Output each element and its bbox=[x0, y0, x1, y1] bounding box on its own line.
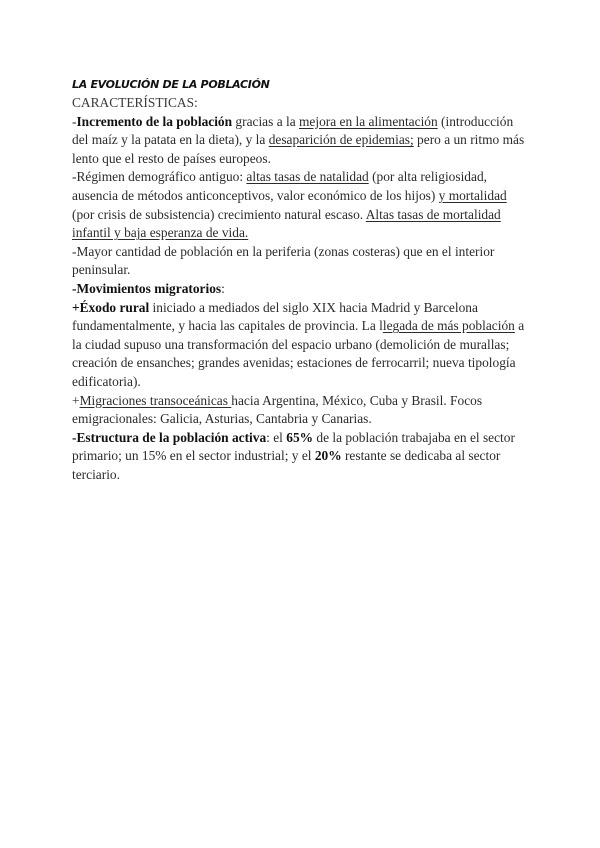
text: + bbox=[72, 392, 80, 408]
paragraph-estructura bbox=[72, 429, 532, 485]
underlined-term: Altas tasas de mortalidad infantil y baja esperanza de vida. bbox=[72, 206, 501, 241]
paragraph-periferia bbox=[72, 243, 532, 280]
bold-term: 20% bbox=[314, 448, 342, 464]
paragraph-migraciones bbox=[72, 392, 532, 429]
text: iniciado a mediados del siglo XIX hacia Madrid y Barcelona fundamentalmente, y hacia las capitales de provincia. La l bbox=[72, 299, 478, 334]
text: hacia Argentina, México, Cuba y Brasil. Focos emigracionales: Galicia, Asturias, Cantabria y Canarias. bbox=[72, 392, 483, 427]
bold-term: -Estructura de la población activa bbox=[72, 429, 267, 445]
document-title: LA EVOLUCIÓN DE LA POBLACIÓN bbox=[72, 78, 270, 91]
underlined-term: desaparición de epidemias; bbox=[268, 132, 414, 148]
text: (introducción del maíz y la patata en la dieta), y la bbox=[72, 113, 514, 148]
text: -Régimen demográfico antiguo: bbox=[72, 169, 247, 185]
bold-term: 65% bbox=[286, 429, 314, 445]
text: - bbox=[72, 113, 77, 129]
text: : el bbox=[266, 429, 287, 445]
text: pero a un ritmo más lento que el resto de países europeos. bbox=[72, 132, 525, 166]
bold-term: -Movimientos migratorios bbox=[72, 280, 222, 296]
text: (por alta religiosidad, ausencia de métodos anticonceptivos, valor económico de los hijos) bbox=[72, 169, 487, 203]
underlined-term: legada de más población bbox=[382, 318, 515, 334]
bold-term: Incremento de la población bbox=[76, 113, 233, 129]
text: de la población trabajaba en el sector primario; un 15% en el sector industrial; y el bbox=[72, 429, 515, 464]
bold-term: +Éxodo rural bbox=[72, 299, 150, 315]
paragraph-incremento bbox=[72, 113, 532, 169]
paragraph-regimen bbox=[72, 168, 532, 242]
underlined-term: Migraciones transoceánicas bbox=[79, 392, 232, 408]
text: a la ciudad supuso una transformación del espacio urbano (demolición de murallas; creación de ensanches; grandes avenidas; estaciones de ferrocarril; nueva tipología edificatoria). bbox=[72, 318, 525, 389]
text: -Mayor cantidad de población en la periferia (zonas costeras) que en el interior peninsular. bbox=[72, 243, 495, 278]
text: (por crisis de subsistencia) crecimiento natural escaso. bbox=[72, 206, 366, 222]
underlined-term: altas tasas de natalidad bbox=[246, 169, 369, 185]
paragraph-movimientos bbox=[72, 280, 532, 299]
document-page bbox=[72, 78, 532, 484]
text: restante se dedicaba al sector terciario. bbox=[72, 448, 501, 482]
section-heading: CARACTERÍSTICAS: bbox=[72, 95, 198, 110]
text: gracias a la bbox=[232, 113, 299, 129]
text: : bbox=[221, 280, 225, 296]
underlined-term: mejora en la alimentación bbox=[299, 113, 438, 129]
underlined-term: y mortalidad bbox=[438, 187, 507, 203]
paragraph-exodo bbox=[72, 299, 532, 392]
